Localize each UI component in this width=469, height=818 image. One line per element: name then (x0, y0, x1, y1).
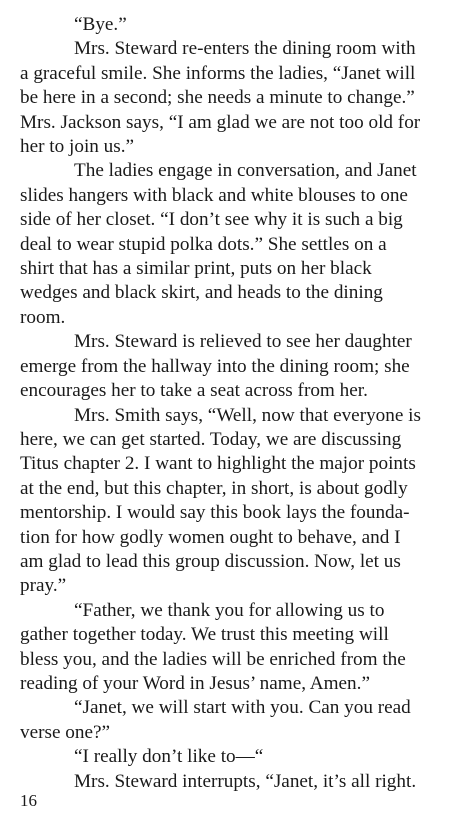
text-line: Mrs. Jackson says, “I am glad we are not too old for (20, 111, 421, 133)
text-line: at the end, but this chapter, in short, is about godly (20, 477, 408, 499)
text-line: emerge from the hallway into the dining room; she (20, 355, 410, 377)
text-line: a graceful smile. She informs the ladies, “Janet will (20, 62, 416, 84)
paragraph-4 (20, 330, 449, 403)
paragraph-8 (20, 745, 449, 769)
text-line: pray.” (20, 575, 67, 597)
text-line: slides hangers with black and white blouses to one (20, 184, 408, 206)
body-text (20, 13, 449, 794)
text-line: wedges and black skirt, and heads to the dining (20, 282, 383, 304)
text-line: verse one?” (20, 721, 111, 743)
text-line: reading of your Word in Jesus’ name, Amen.” (20, 672, 370, 694)
page-number: 16 (20, 791, 37, 810)
text-line: deal to wear stupid polka dots.” She settles on a (20, 233, 387, 255)
paragraph-6 (20, 599, 449, 697)
text-line: The ladies engage in conversation, and Janet (74, 160, 417, 182)
text-line: gather together today. We trust this meeting will (20, 624, 389, 646)
text-line: “Father, we thank you for allowing us to (74, 599, 385, 621)
text-line: Titus chapter 2. I want to highlight the major points (20, 453, 416, 475)
text-line: side of her closet. “I don’t see why it is such a big (20, 209, 403, 231)
text-line: tion for how godly women ought to behave, and I (20, 526, 401, 548)
text-line: room. (20, 306, 66, 328)
paragraph-5 (20, 404, 449, 599)
text-line: her to join us.” (20, 136, 135, 158)
paragraph-3 (20, 159, 449, 330)
text-line: Mrs. Steward re-enters the dining room with (74, 38, 416, 60)
text-line: “Janet, we will start with you. Can you read (74, 697, 411, 719)
text-line: mentorship. I would say this book lays the founda- (20, 502, 410, 524)
paragraph-9 (20, 770, 449, 794)
paragraph-2 (20, 37, 449, 159)
text-line: “I really don’t like to—“ (74, 746, 264, 768)
text-line: Mrs. Steward is relieved to see her daughter (74, 331, 412, 353)
text-line: Mrs. Smith says, “Well, now that everyone is (74, 404, 421, 426)
text-line: here, we can get started. Today, we are discussing (20, 428, 402, 450)
text-line: am glad to lead this group discussion. Now, let us (20, 550, 401, 572)
text-line: be here in a second; she needs a minute to change.” (20, 87, 415, 109)
text-line: “Bye.” (74, 14, 127, 35)
text-line: bless you, and the ladies will be enriched from the (20, 648, 406, 670)
text-line: Mrs. Steward interrupts, “Janet, it’s all right. (74, 770, 417, 792)
paragraph-7 (20, 696, 449, 745)
text-line: shirt that has a similar print, puts on her black (20, 258, 372, 280)
text-line: encourages her to take a seat across from her. (20, 380, 368, 402)
paragraph-1 (20, 13, 449, 37)
